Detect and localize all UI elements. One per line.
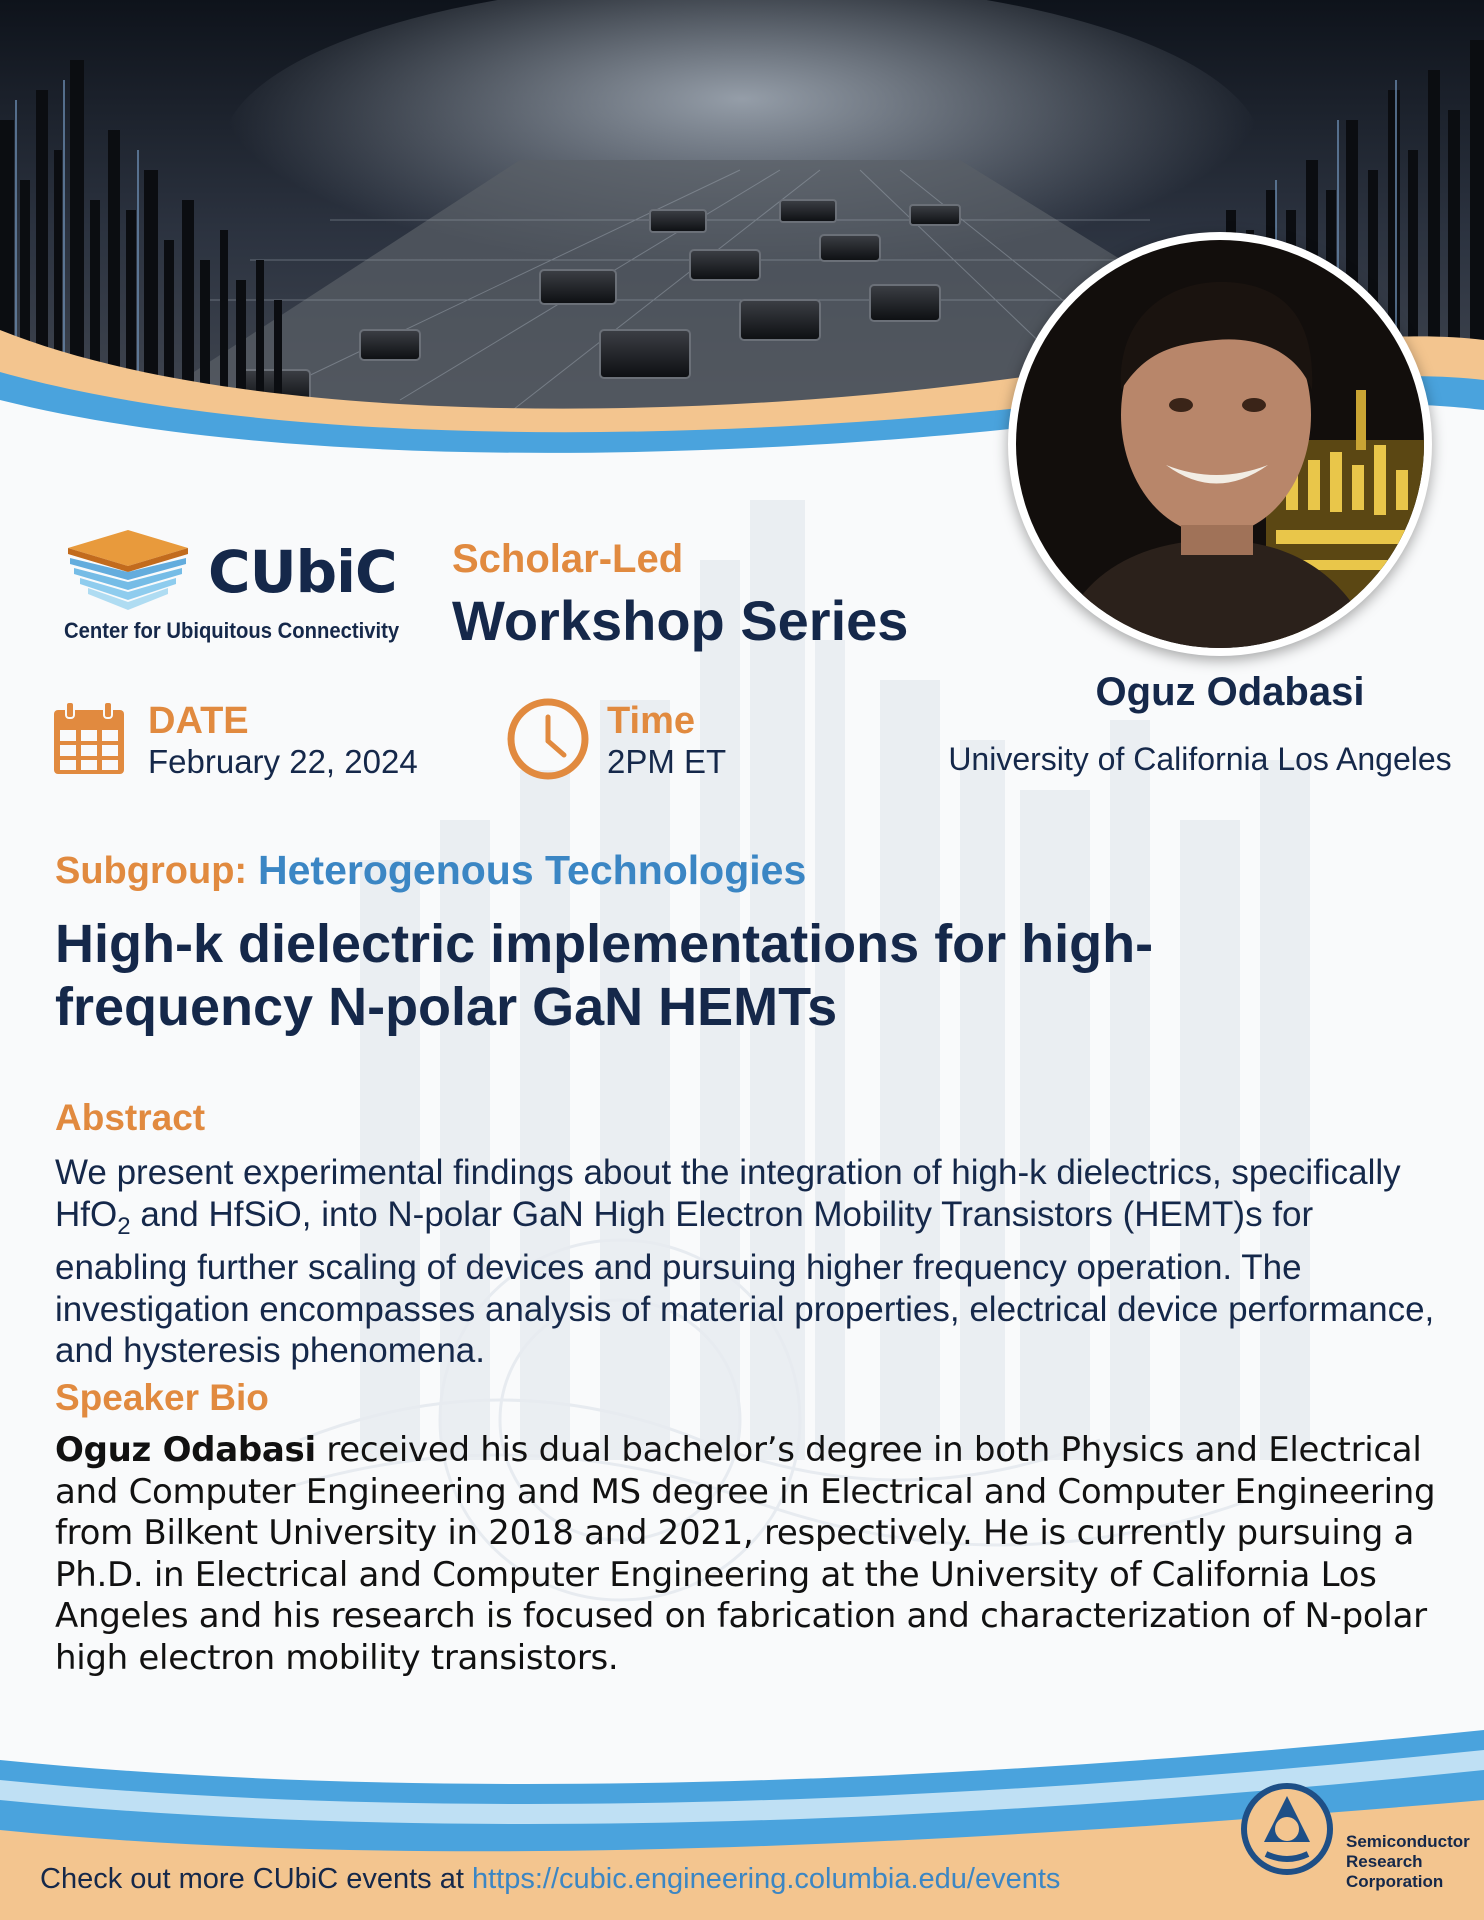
bio-text: Oguz Odabasi received his dual bachelor’s degree in both Physics and Electrical and Computer Engineering and MS degree in Electrical and Computer Engineering from Bilkent University in 2018 and 2021, respectively. He is currently pursuing a Ph.D. in Electrical and Computer Engineering at the University of California Los Angeles and his research is focused on fabrication and characterization of N-polar high electron mobility transistors. [55,1430,1436,1678]
subgroup-value: Heterogenous Technologies [258,847,807,893]
time-value: 2PM ET [607,743,727,780]
calendar-icon [52,700,126,776]
date-value: February 22, 2024 [148,743,418,780]
speaker-name: Oguz Odabasi [1095,670,1365,714]
speaker-photo [1008,232,1432,656]
series-title: Workshop Series [452,589,909,652]
subgroup-label: Subgroup: [55,850,248,892]
series-eyebrow: Scholar-Led [452,537,684,581]
cubic-logo [58,520,408,650]
cubic-subtitle: Center for Ubiquitous Connectivity [64,618,400,643]
speaker-affiliation: University of California Los Angeles [948,741,1452,777]
src-logo-name: Semiconductor Research Corporation [1346,1832,1470,1891]
clock-icon [506,697,590,781]
time-label: Time [607,700,696,742]
footer-text: Check out more CUbiC events at https://cubic.engineering.columbia.edu/events [40,1863,1061,1895]
cubic-logo-icon [58,520,198,620]
abstract-heading: Abstract [55,1097,206,1138]
abstract-text: We present experimental findings about the integration of high-k dielectrics, specifically HfO$_2$ and HfSiO, into N-polar GaN High Electron Mobility Transistors (HEMT)s for enabling further scaling of devices and pursuing higher frequency operation. The investigation encompasses analysis of material properties, electrical device performance, and hysteresis phenomena. [55,1153,1435,1370]
cubic-wordmark: CUbiC [208,538,397,606]
src-logo-icon [1240,1782,1334,1876]
subscript: 2 [117,1212,131,1240]
events-link[interactable]: https://cubic.engineering.columbia.edu/events [471,1863,1061,1895]
bio-speaker-name: Oguz Odabasi [55,1430,316,1470]
date-label: DATE [148,700,249,742]
bio-heading: Speaker Bio [55,1377,269,1418]
talk-title: High-k dielectric implementations for high-frequency N-polar GaN HEMTs [55,914,1154,1037]
